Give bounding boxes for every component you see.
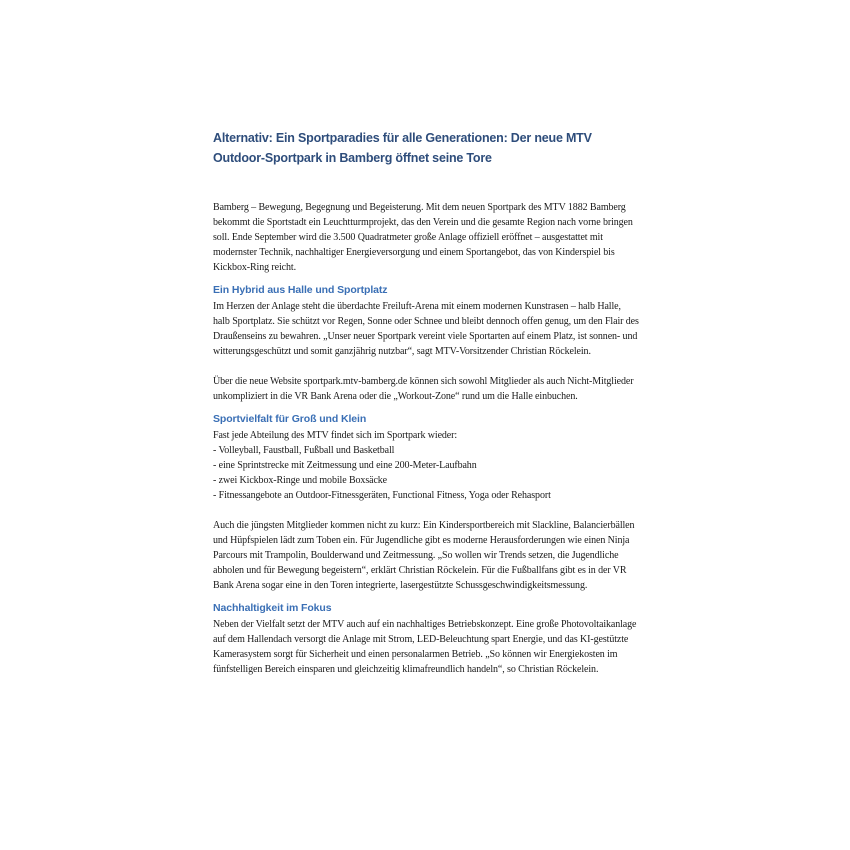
section-nachhaltigkeit-paragraph: Neben der Vielfalt setzt der MTV auch auf ein nachhaltiges Betriebskonzept. Eine große Photovoltaikanlage auf dem Hallendach versorgt die Anlage mit Strom, LED-Beleuchtung spart Energie, und das KI-gestützte Kamerasystem sorgt für Sicherheit und einen personalarmen Betrieb. „So können wir Energiekosten im fünfstelligen Bereich einsparen und gleichzeitig klimafreundlich handeln“, so Christian Röckelein. <box>213 619 637 675</box>
lead-paragraph: Bamberg – Bewegung, Begegnung und Begeisterung. Mit dem neuen Sportpark des MTV 1882 Bamberg bekommt die Sportstadt ein Leuchtturmprojekt, das den Verein und die gesamte Region nach vorne bringen soll. Ende September wird die 3.500 Quadratmeter große Anlage offiziell eröffnet – ausgestattet mit modernster Technik, nachhaltiger Energieversorgung und einem Sportangebot, das von Kinderspiel bis Kickbox-Ring reicht. <box>213 202 633 273</box>
section-heading-nachhaltigkeit: Nachhaltigkeit im Fokus <box>213 602 332 614</box>
document-title <box>213 128 639 168</box>
section-hybrid-paragraph-1: Im Herzen der Anlage steht die überdachte Freiluft-Arena mit einem modernen Kunstrasen – halb Halle, halb Sportplatz. Sie schützt vor Regen, Sonne oder Schnee und bleibt dennoch offen genug, um den Flair des Draußenseins zu bewahren. „Unser neuer Sportpark vereint viele Sportarten auf einem Platz, ist sonnen- und witterungsgeschützt und somit ganzjährig nutzbar“, sagt MTV-Vorsitzender Christian Röckelein. <box>213 301 639 357</box>
list-item: - Volleyball, Faustball, Fußball und Basketball <box>213 443 639 458</box>
list-item: - eine Sprintstrecke mit Zeitmessung und eine 200-Meter-Laufbahn <box>213 458 639 473</box>
list-item: - zwei Kickbox-Ringe und mobile Boxsäcke <box>213 473 639 488</box>
section-heading-sportvielfalt: Sportvielfalt für Groß und Klein <box>213 413 367 425</box>
title-line-2: Outdoor-Sportpark in Bamberg öffnet seine Tore <box>213 151 492 165</box>
section-sportvielfalt-intro: Fast jede Abteilung des MTV findet sich im Sportpark wieder: <box>213 430 458 441</box>
list-item: - Fitnessangebote an Outdoor-Fitnessgeräten, Functional Fitness, Yoga oder Rehasport <box>213 488 639 503</box>
title-line-1: Alternativ: Ein Sportparadies für alle Generationen: Der neue MTV <box>213 131 592 145</box>
section-heading-hybrid: Ein Hybrid aus Halle und Sportplatz <box>213 284 388 296</box>
section-sportvielfalt-paragraph: Auch die jüngsten Mitglieder kommen nicht zu kurz: Ein Kindersportbereich mit Slackline, Balancierbällen und Hüpfspielen lädt zum Toben ein. Für Jugendliche gibt es moderne Herausforderungen wie einen Ninja Parcours mit Trampolin, Boulderwand und Zeitmessung. „So wollen wir Trends setzen, die Jugendliche abholen und für Bewegung begeistern“, erklärt Christian Röckelein. Für die Fußballfans gibt es in der VR Bank Arena sogar eine in den Toren integrierte, lasergestützte Schussgeschwindigkeitsmessung. <box>213 520 635 591</box>
document-body <box>213 128 639 677</box>
sport-offer-list <box>213 443 639 503</box>
section-hybrid-paragraph-2: Über die neue Website sportpark.mtv-bamberg.de können sich sowohl Mitglieder als auch Nicht-Mitglieder unkompliziert in die VR Bank Arena oder die „Workout-Zone“ rund um die Halle einbuchen. <box>213 376 634 402</box>
